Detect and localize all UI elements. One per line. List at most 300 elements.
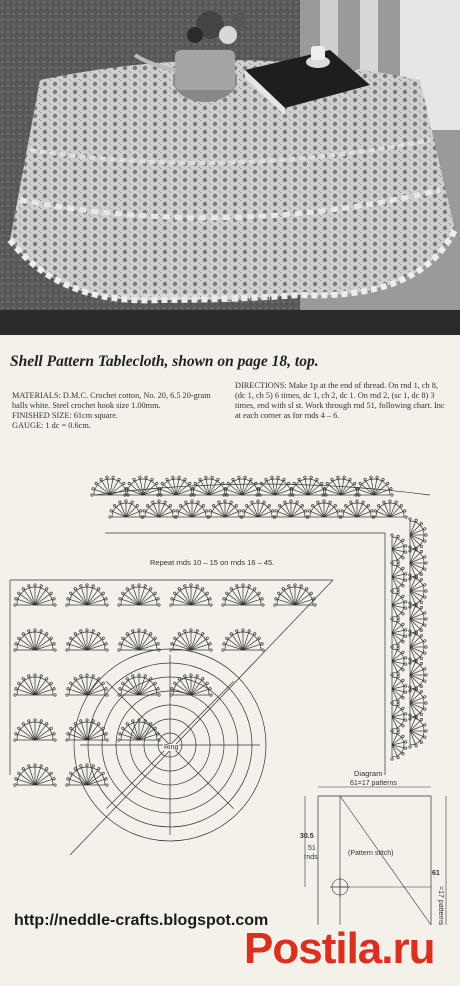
fan-stitch [392, 566, 397, 577]
picot-dot [223, 598, 225, 600]
picot-dot [424, 556, 426, 558]
picot-dot [420, 657, 422, 659]
fan-stitch [392, 605, 397, 616]
fan-stitch [278, 599, 295, 605]
picot-dot [74, 633, 76, 635]
picot-dot [397, 535, 399, 537]
fan-arc [392, 733, 404, 757]
fan-stitch [232, 590, 243, 605]
picot-dot [50, 682, 52, 684]
square-diagonal-edge [70, 580, 333, 855]
main-square-chart [10, 580, 333, 855]
picot-dot [424, 612, 426, 614]
picot-dot [424, 528, 426, 530]
picot-dot [132, 720, 134, 722]
fan-stitch [81, 588, 87, 605]
picot-dot [15, 643, 17, 645]
picot-dot [218, 501, 220, 503]
fan-arc [292, 479, 324, 495]
picot-dot [15, 598, 17, 600]
picot-dot [415, 745, 417, 747]
fan-stitch [18, 779, 35, 785]
diagram-right-value: 61 [432, 870, 440, 877]
picot-dot [14, 649, 16, 651]
fan-stitch [35, 779, 52, 785]
picot-dot [118, 604, 120, 606]
picot-dot [409, 746, 411, 748]
picot-dot [34, 764, 36, 766]
picot-dot [46, 633, 48, 635]
fan-stitch [191, 635, 202, 650]
picot-dot [310, 476, 312, 478]
picot-dot [54, 739, 56, 741]
picot-dot [15, 733, 17, 735]
picot-dot [14, 694, 16, 696]
picot-dot [80, 765, 82, 767]
picot-dot [222, 649, 224, 651]
fan-stitch [237, 633, 243, 650]
fan-stitch [29, 768, 35, 785]
fan-stitch [70, 599, 87, 605]
fan-stitch [194, 490, 209, 495]
picot-dot [105, 778, 107, 780]
picot-dot [370, 476, 372, 478]
picot-dot [402, 669, 404, 671]
picot-dot [404, 551, 406, 553]
picot-dot [404, 601, 406, 603]
repeat-note: Repeat rnds 10 – 15 on rnds 16 – 45. [150, 558, 275, 567]
fan-stitch [410, 665, 420, 675]
fan-stitch [410, 675, 420, 685]
picot-dot [404, 573, 406, 575]
picot-dot [178, 633, 180, 635]
picot-dot [341, 510, 343, 512]
picot-dot [54, 649, 56, 651]
picot-dot [118, 649, 120, 651]
fan-stitch [35, 768, 41, 785]
picot-dot [424, 640, 426, 642]
fan-stitch [24, 590, 35, 605]
picot-dot [18, 637, 20, 639]
fan-stitch [35, 588, 41, 605]
picot-dot [197, 501, 199, 503]
picot-dot [224, 500, 226, 502]
fan-stitch [35, 734, 52, 740]
finished-size-text: FINISHED SIZE: 61cm square. [12, 411, 118, 420]
picot-dot [391, 758, 393, 760]
picot-dot [122, 637, 124, 639]
picot-dot [257, 500, 259, 502]
fan-stitch [392, 678, 397, 689]
picot-dot [70, 772, 72, 774]
fan-stitch [18, 734, 35, 740]
fan-stitch [35, 774, 50, 785]
picot-dot [70, 682, 72, 684]
fan-stitch [392, 717, 397, 728]
picot-dot [248, 585, 250, 587]
fan-stitch [243, 590, 254, 605]
picot-dot [425, 730, 427, 732]
fan-stitch [243, 633, 249, 650]
picot-dot [424, 736, 426, 738]
fan-stitch [228, 594, 243, 605]
fan-stitch [87, 639, 102, 650]
picot-dot [132, 585, 134, 587]
picot-dot [173, 510, 175, 512]
picot-dot [34, 719, 36, 721]
fan-stitch [35, 633, 41, 650]
picot-dot [132, 630, 134, 632]
picot-dot [323, 500, 325, 502]
fan-stitch [24, 770, 35, 785]
fan-stitch [185, 678, 191, 695]
picot-dot [397, 591, 399, 593]
picot-dot [18, 727, 20, 729]
fan-stitch [126, 507, 136, 517]
tablecloth-photo [0, 0, 460, 335]
picot-dot [169, 504, 171, 506]
picot-dot [179, 504, 181, 506]
picot-dot [232, 478, 234, 480]
picot-dot [122, 727, 124, 729]
picot-dot [40, 585, 42, 587]
fan-stitch [243, 599, 260, 605]
picot-dot [105, 643, 107, 645]
picot-dot [98, 723, 100, 725]
picot-dot [46, 768, 48, 770]
picot-dot [100, 478, 102, 480]
fan-stitch [35, 689, 52, 695]
picot-dot [425, 562, 427, 564]
picot-dot [14, 604, 16, 606]
fan-stitch [392, 538, 397, 549]
picot-dot [145, 476, 147, 478]
fan-stitch [29, 723, 35, 740]
picot-dot [22, 678, 24, 680]
picot-dot [102, 637, 104, 639]
picot-dot [164, 501, 166, 503]
fan-arc [127, 479, 159, 495]
fan-stitch [122, 599, 139, 605]
picot-dot [397, 560, 399, 562]
picot-dot [301, 504, 303, 506]
picot-dot [157, 643, 159, 645]
picot-dot [424, 568, 426, 570]
picot-dot [102, 682, 104, 684]
picot-dot [242, 510, 244, 512]
picot-dot [146, 504, 148, 506]
materials-text: MATERIALS: D.M.C. Crochet cotton, No. 20, 6.5 20-gram balls white. Steel crochet hook size 1.00mm. [12, 391, 211, 410]
picot-dot [18, 592, 20, 594]
fan-stitch [70, 734, 87, 740]
fan-stitch [176, 490, 191, 495]
fan-arc [392, 677, 404, 701]
fan-stitch [392, 633, 397, 644]
fan-stitch [81, 633, 87, 650]
picot-dot [424, 680, 426, 682]
picot-dot [190, 629, 192, 631]
picot-dot [314, 604, 316, 606]
fan-stitch [392, 594, 397, 605]
picot-dot [171, 688, 173, 690]
picot-dot [298, 478, 300, 480]
picot-dot [133, 478, 135, 480]
fan-stitch [87, 594, 102, 605]
picot-dot [15, 688, 17, 690]
fan-stitch [180, 680, 191, 695]
picot-dot [338, 510, 340, 512]
picot-dot [86, 584, 88, 586]
picot-dot [236, 630, 238, 632]
picot-dot [404, 713, 406, 715]
picot-dot [170, 604, 172, 606]
fan-stitch [410, 721, 420, 731]
picot-dot [404, 741, 406, 743]
picot-dot [190, 584, 192, 586]
picot-dot [18, 682, 20, 684]
picot-dot [391, 562, 393, 564]
picot-dot [34, 674, 36, 676]
picot-dot [397, 703, 399, 705]
picot-dot [210, 604, 212, 606]
picot-dot [261, 598, 263, 600]
picot-dot [119, 688, 121, 690]
picot-dot [359, 482, 361, 484]
picot-dot [139, 476, 141, 478]
picot-dot [397, 616, 399, 618]
picot-dot [191, 500, 193, 502]
picot-dot [331, 478, 333, 480]
picot-dot [402, 613, 404, 615]
picot-dot [67, 688, 69, 690]
picot-dot [184, 585, 186, 587]
fan-arc [358, 479, 390, 495]
fan-stitch [191, 644, 208, 650]
fan-stitch [161, 490, 176, 495]
picot-dot [402, 623, 404, 625]
fan-stitch [87, 588, 93, 605]
fan-stitch [18, 644, 35, 650]
picot-dot [126, 678, 128, 680]
picot-dot [66, 739, 68, 741]
picot-dot [404, 657, 406, 659]
picot-dot [400, 504, 402, 506]
picot-dot [80, 585, 82, 587]
picot-dot [92, 488, 94, 490]
diagram-right-label: =17 patterns [437, 886, 444, 926]
fan-stitch [185, 588, 191, 605]
fan-stitch [243, 644, 260, 650]
picot-dot [424, 724, 426, 726]
fan-stitch [380, 507, 390, 517]
picot-dot [409, 518, 411, 520]
fan-stitch [18, 599, 35, 605]
fan-stitch [227, 490, 242, 495]
picot-dot [157, 688, 159, 690]
picot-dot [196, 675, 198, 677]
picot-dot [102, 772, 104, 774]
fan-stitch [124, 729, 139, 740]
fan-stitch [24, 635, 35, 650]
picot-dot [166, 478, 168, 480]
fan-arc [392, 565, 404, 589]
fan-stitch [139, 635, 150, 650]
tablecloth-photo-art [0, 0, 460, 335]
picot-dot [138, 584, 140, 586]
picot-dot [202, 678, 204, 680]
fan-stitch [29, 588, 35, 605]
picot-dot [391, 494, 393, 496]
picot-dot [40, 630, 42, 632]
fan-stitch [232, 635, 243, 650]
picot-dot [53, 733, 55, 735]
picot-dot [67, 643, 69, 645]
picot-dot [282, 588, 284, 590]
picot-dot [202, 504, 204, 506]
fan-stitch [191, 689, 208, 695]
fan-stitch [72, 774, 87, 785]
picot-dot [404, 691, 406, 693]
picot-dot [106, 649, 108, 651]
picot-dot [106, 476, 108, 478]
picot-dot [66, 649, 68, 651]
fan-stitch [139, 678, 145, 695]
fan-stitch [243, 635, 254, 650]
picot-dot [123, 482, 125, 484]
picot-dot [389, 500, 391, 502]
picot-dot [205, 476, 207, 478]
picot-dot [132, 675, 134, 677]
fan-stitch [139, 680, 150, 695]
picot-dot [274, 604, 276, 606]
picot-dot [387, 482, 389, 484]
picot-dot [144, 630, 146, 632]
picot-dot [329, 501, 331, 503]
picot-dot [402, 697, 404, 699]
picot-dot [105, 688, 107, 690]
fan-stitch [295, 590, 306, 605]
fan-stitch [87, 590, 98, 605]
fan-stitch [357, 507, 367, 517]
footer-watermark: http://neddle-crafts.blogspot.com [14, 912, 269, 929]
picot-dot [424, 652, 426, 654]
picot-dot [28, 765, 30, 767]
fan-stitch [308, 490, 323, 495]
picot-dot [40, 720, 42, 722]
picot-dot [194, 482, 196, 484]
picot-dot [86, 674, 88, 676]
picot-dot [128, 482, 130, 484]
picot-dot [238, 476, 240, 478]
fan-stitch [215, 507, 225, 517]
picot-dot [80, 720, 82, 722]
fan-stitch [139, 689, 156, 695]
picot-dot [425, 674, 427, 676]
picot-dot [92, 720, 94, 722]
picot-dot [420, 606, 422, 608]
fan-stitch [209, 490, 224, 495]
fan-stitch [139, 644, 156, 650]
picot-dot [22, 588, 24, 590]
fan-arc [392, 705, 404, 729]
picot-dot [184, 478, 186, 480]
picot-dot [50, 727, 52, 729]
picot-dot [102, 592, 104, 594]
fan-stitch [326, 490, 341, 495]
picot-dot [397, 588, 399, 590]
picot-dot [424, 596, 426, 598]
fan-stitch [35, 770, 46, 785]
picot-dot [185, 501, 187, 503]
picot-dot [425, 590, 427, 592]
fan-stitch [70, 689, 87, 695]
picot-dot [206, 682, 208, 684]
fan-stitch [176, 594, 191, 605]
picot-dot [251, 501, 253, 503]
fan-stitch [185, 633, 191, 650]
fan-arc [392, 621, 404, 645]
picot-dot [210, 694, 212, 696]
picot-dot [74, 768, 76, 770]
picot-dot [171, 643, 173, 645]
picot-dot [53, 643, 55, 645]
picot-dot [350, 501, 352, 503]
picot-dot [356, 500, 358, 502]
gauge-text: GAUGE: 1 dc = 0.6cm. [12, 421, 91, 430]
picot-dot [196, 630, 198, 632]
picot-dot [92, 585, 94, 587]
fan-stitch [410, 703, 420, 713]
picot-dot [202, 588, 204, 590]
fan-stitch [191, 599, 208, 605]
picot-dot [98, 633, 100, 635]
picot-dot [397, 728, 399, 730]
picot-dot [54, 604, 56, 606]
picot-dot [391, 674, 393, 676]
fan-stitch [410, 619, 420, 629]
picot-dot [425, 702, 427, 704]
postila-logo: Postila.ru [244, 924, 435, 973]
fan-stitch [191, 639, 206, 650]
picot-dot [397, 563, 399, 565]
picot-dot [258, 637, 260, 639]
diagram-center-label: (Pattern stitch) [348, 850, 394, 857]
fan-stitch [87, 599, 104, 605]
picot-dot [125, 500, 127, 502]
fan-stitch [72, 594, 87, 605]
fan-stitch [139, 633, 145, 650]
fan-stitch [139, 723, 145, 740]
picot-dot [383, 501, 385, 503]
fan-stitch [124, 594, 139, 605]
fan-stitch [228, 639, 243, 650]
picot-dot [226, 592, 228, 594]
fan-arc [392, 537, 404, 561]
fan-stitch [347, 507, 357, 517]
picot-dot [288, 585, 290, 587]
picot-dot [126, 588, 128, 590]
picot-dot [262, 649, 264, 651]
picot-dot [105, 598, 107, 600]
diagram-title: Diagram [354, 769, 383, 778]
picot-dot [334, 504, 336, 506]
picot-dot [404, 747, 406, 749]
picot-dot [50, 637, 52, 639]
fan-stitch [87, 680, 98, 695]
fan-arc [94, 479, 126, 495]
fan-stitch [139, 684, 154, 695]
picot-dot [420, 713, 422, 715]
